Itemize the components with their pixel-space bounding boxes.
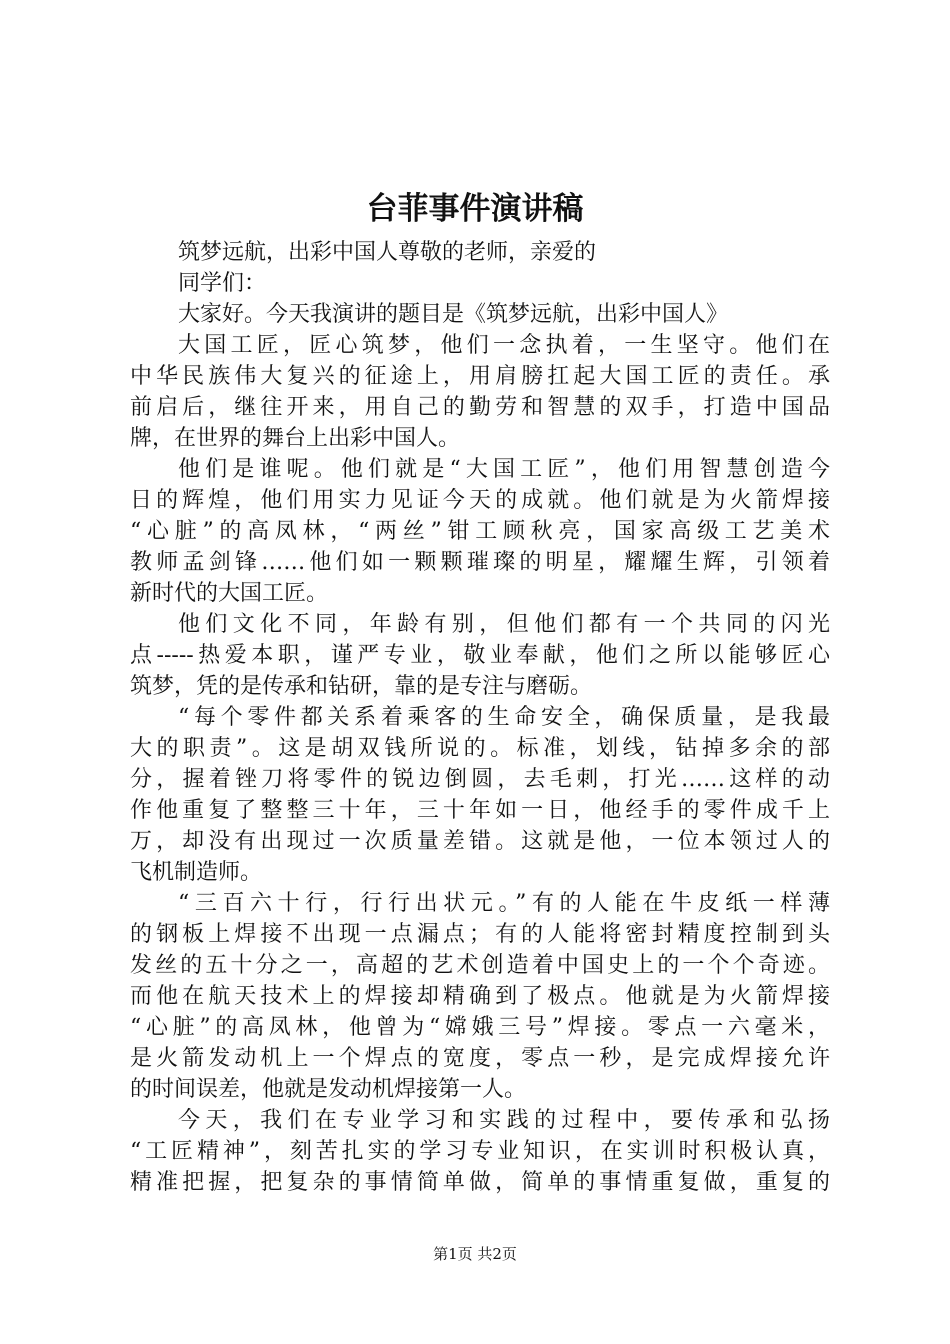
text-line: 大家好。今天我演讲的题目是《筑梦远航，出彩中国人》 bbox=[178, 302, 729, 327]
text-line: 筑梦远航，出彩中国人尊敬的老师，亲爱的 bbox=[178, 240, 597, 265]
text-line: 分，握着锉刀将零件的锐边倒圆，去毛刺，打光……这样的动 bbox=[130, 767, 830, 792]
text-line: 日的辉煌，他们用实力见证今天的成就。他们就是为火箭焊接 bbox=[130, 488, 830, 513]
text-line: 教师孟剑锋……他们如一颗颗璀璨的明星，耀耀生辉，引领着 bbox=[130, 550, 830, 575]
text-line: 万，却没有出现过一次质量差错。这就是他，一位本领过人的 bbox=[130, 829, 830, 854]
text-line: 是火箭发动机上一个焊点的宽度，零点一秒，是完成焊接允许 bbox=[130, 1046, 830, 1071]
text-line: 大的职责”。这是胡双钱所说的。标准，划线，钻掉多余的部 bbox=[130, 736, 830, 761]
text-line: 而他在航天技术上的焊接却精确到了极点。他就是为火箭焊接 bbox=[130, 984, 830, 1009]
text-line: 他们文化不同，年龄有别，但他们都有一个共同的闪光 bbox=[178, 612, 830, 637]
text-line: 发丝的五十分之一，高超的艺术创造着中国史上的一个个奇迹。 bbox=[130, 953, 830, 978]
text-line: 新时代的大国工匠。 bbox=[130, 581, 329, 606]
text-line: 中华民族伟大复兴的征途上，用肩膀扛起大国工匠的责任。承 bbox=[130, 364, 830, 389]
text-line: “每个零件都关系着乘客的生命安全，确保质量，是我最 bbox=[178, 705, 830, 730]
text-line: 作他重复了整整三十年，三十年如一日，他经手的零件成千上 bbox=[130, 798, 830, 823]
text-line: 牌，在世界的舞台上出彩中国人。 bbox=[130, 426, 461, 451]
text-line: 前启后，继往开来，用自己的勤劳和智慧的双手，打造中国品 bbox=[130, 395, 830, 420]
text-line: 他们是谁呢。他们就是“大国工匠”，他们用智慧创造今 bbox=[178, 457, 830, 482]
document-title: 台菲事件演讲稿 bbox=[366, 191, 584, 227]
text-line: 的钢板上焊接不出现一点漏点；有的人能将密封精度控制到头 bbox=[130, 922, 830, 947]
page-number-footer: 第1页 共2页 bbox=[433, 1245, 517, 1263]
text-line: 的时间误差，他就是发动机焊接第一人。 bbox=[130, 1077, 527, 1102]
text-line: “心脏”的高凤林，他曾为“嫦娥三号”焊接。零点一六毫米， bbox=[130, 1015, 830, 1040]
text-line: “心脏”的高凤林，“两丝”钳工顾秋亮，国家高级工艺美术 bbox=[130, 519, 830, 544]
text-line: “工匠精神”，刻苦扎实的学习专业知识，在实训时积极认真， bbox=[130, 1139, 830, 1164]
text-line: 飞机制造师。 bbox=[130, 860, 263, 885]
document-body bbox=[130, 237, 830, 1198]
text-line: 同学们： bbox=[178, 271, 267, 296]
text-line: “三百六十行，行行出状元。”有的人能在牛皮纸一样薄 bbox=[178, 891, 830, 916]
text-line: 大国工匠，匠心筑梦，他们一念执着，一生坚守。他们在 bbox=[178, 333, 830, 358]
text-line: 筑梦，凭的是传承和钻研，靠的是专注与磨砺。 bbox=[130, 674, 593, 699]
text-line: 点-----热爱本职，谨严专业，敬业奉献，他们之所以能够匠心 bbox=[130, 643, 830, 668]
text-line: 精准把握，把复杂的事情简单做，简单的事情重复做，重复的 bbox=[130, 1170, 830, 1195]
text-line: 今天，我们在专业学习和实践的过程中，要传承和弘扬 bbox=[178, 1108, 830, 1133]
